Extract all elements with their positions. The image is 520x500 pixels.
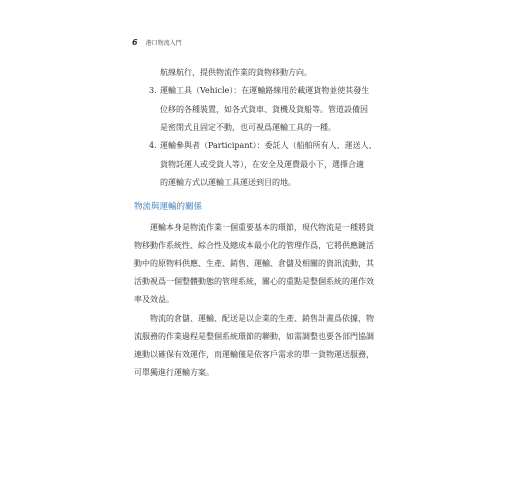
paragraph-line: 物流的倉儲、運輸、配送是以企業的生產、銷售計畫爲依據，物 [150,314,374,323]
paragraph-line: 動中的原物料供應、生產、銷售、運輸、倉儲及相關的資訊流動，其 [134,259,374,268]
paragraph-line: 活動視爲一個整體動態的管理系統，關心的重點是整個系統的運作效 [134,277,374,286]
list-item-line: 是密閉式且固定不動，也可視爲運輸工具的一種。 [160,123,336,132]
list-item-line: 運輸參與者（Participant）：委託人（船舶所有人、運送人、 [160,141,377,150]
list-item-line: 貨物託運人或受貨人等），在安全及運費最小下，選擇合適 [160,160,364,169]
paragraph-line: 流服務的作業過程是整個系統環節的聯動，如需調整也要各部門協調 [134,332,374,341]
list-item-number: 3. [149,86,157,95]
list-item-line: 的運輸方式以運輸工具運送到目的地。 [160,178,296,187]
list-item-line: 運輸工具（Vehicle）：在運輸路線用於載運貨物並使其發生 [160,86,370,95]
paragraph-line: 物移動作系統性、綜合性及總成本最小化的管理作爲，它將供應鏈活 [134,241,374,250]
section-heading: 物流與運輸的關係 [134,202,203,212]
paragraph-line: 可單獨進行運輸方案。 [134,368,214,377]
continuation-line: 航線航行，提供物流作業的貨物移動方向。 [160,68,312,77]
paragraph-line: 運輸本身是物流作業一個重要基本的環節，現代物流是一種將貨 [150,223,374,232]
page-number: 6 [132,38,138,47]
list-item-line: 位移的各種裝置，如各式貨車、貨機及貨船等。管道設備因 [160,105,368,114]
page-header [132,38,182,50]
paragraph-line: 連動以確保有效運作，而運輸僅是依客戶需求的單一貨物運送服務， [134,350,374,359]
running-head: 港口物流入門 [145,40,182,47]
list-item-number: 4. [149,141,157,150]
paragraph-line: 率及效益。 [134,295,174,304]
